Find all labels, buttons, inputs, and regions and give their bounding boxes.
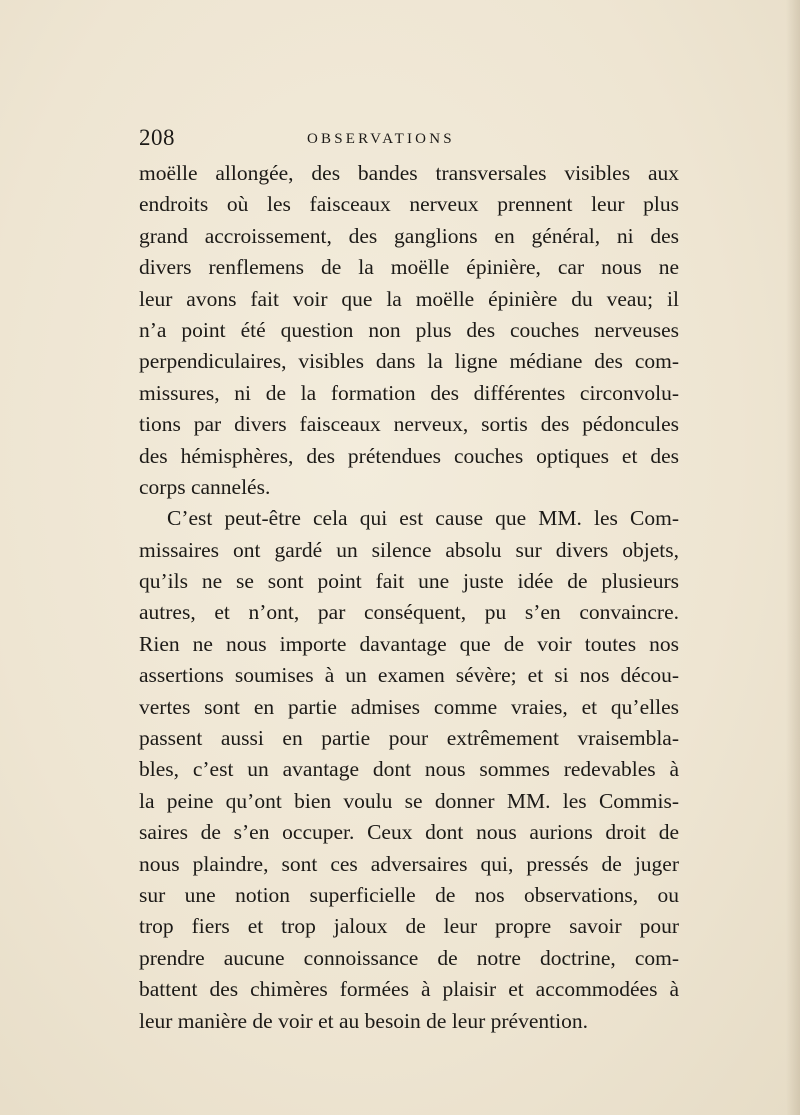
text-line: assertions soumises à un examen sévère; et si nos décou- — [139, 663, 679, 688]
text-line: prendre aucune connoissance de notre doctrine, com- — [139, 945, 679, 970]
running-head-title: OBSERVATIONS — [307, 131, 455, 147]
text-line: saires de s’en occuper. Ceux dont nous aurions droit de — [139, 820, 679, 845]
text-line: C’est peut-être cela qui est cause que MM. les Com- — [167, 506, 679, 531]
text-line: bles, c’est un avantage dont nous sommes redevables à — [139, 757, 679, 782]
text-line: leur manière de voir et au besoin de leur prévention. — [139, 1008, 588, 1033]
page-edge-shadow — [786, 0, 800, 1115]
running-head — [139, 123, 679, 153]
text-line: missaires ont gardé un silence absolu sur divers objets, — [139, 537, 679, 562]
text-line: des hémisphères, des prétendues couches optiques et des — [139, 443, 679, 468]
text-line: missures, ni de la formation des différentes circonvolu- — [139, 380, 679, 405]
text-line: leur avons fait voir que la moëlle épinière du veau; il — [139, 286, 679, 311]
text-line: trop fiers et trop jaloux de leur propre savoir pour — [139, 914, 679, 939]
text-line: sur une notion superficielle de nos observations, ou — [139, 882, 679, 907]
text-line: Rien ne nous importe davantage que de voir toutes nos — [139, 631, 679, 656]
text-line: nous plaindre, sont ces adversaires qui, pressés de juger — [139, 851, 679, 876]
text-line: passent aussi en partie pour extrêmement vraisembla- — [139, 726, 679, 751]
text-line: moëlle allongée, des bandes transversales visibles aux — [139, 161, 679, 185]
text-line: qu’ils ne se sont point fait une juste idée de plusieurs — [139, 569, 679, 594]
text-line: la peine qu’ont bien voulu se donner MM. les Commis- — [139, 788, 679, 813]
body-text — [139, 158, 679, 1037]
text-line: grand accroissement, des ganglions en général, ni des — [139, 223, 679, 248]
text-line: perpendiculaires, visibles dans la ligne médiane des com- — [139, 349, 679, 374]
text-line: divers renflemens de la moëlle épinière, car nous ne — [139, 255, 679, 280]
text-line: vertes sont en partie admises comme vraies, et qu’elles — [139, 694, 679, 719]
text-line: tions par divers faisceaux nerveux, sortis des pédoncules — [139, 412, 679, 437]
text-line: battent des chimères formées à plaisir et accommodées à — [139, 977, 679, 1002]
page-number: 208 — [139, 125, 175, 150]
text-line: n’a point été question non plus des couches nerveuses — [139, 317, 679, 342]
text-line: autres, et n’ont, par conséquent, pu s’en convaincre. — [139, 600, 679, 625]
text-line: endroits où les faisceaux nerveux prennent leur plus — [139, 192, 679, 217]
text-line: corps cannelés. — [139, 474, 271, 499]
